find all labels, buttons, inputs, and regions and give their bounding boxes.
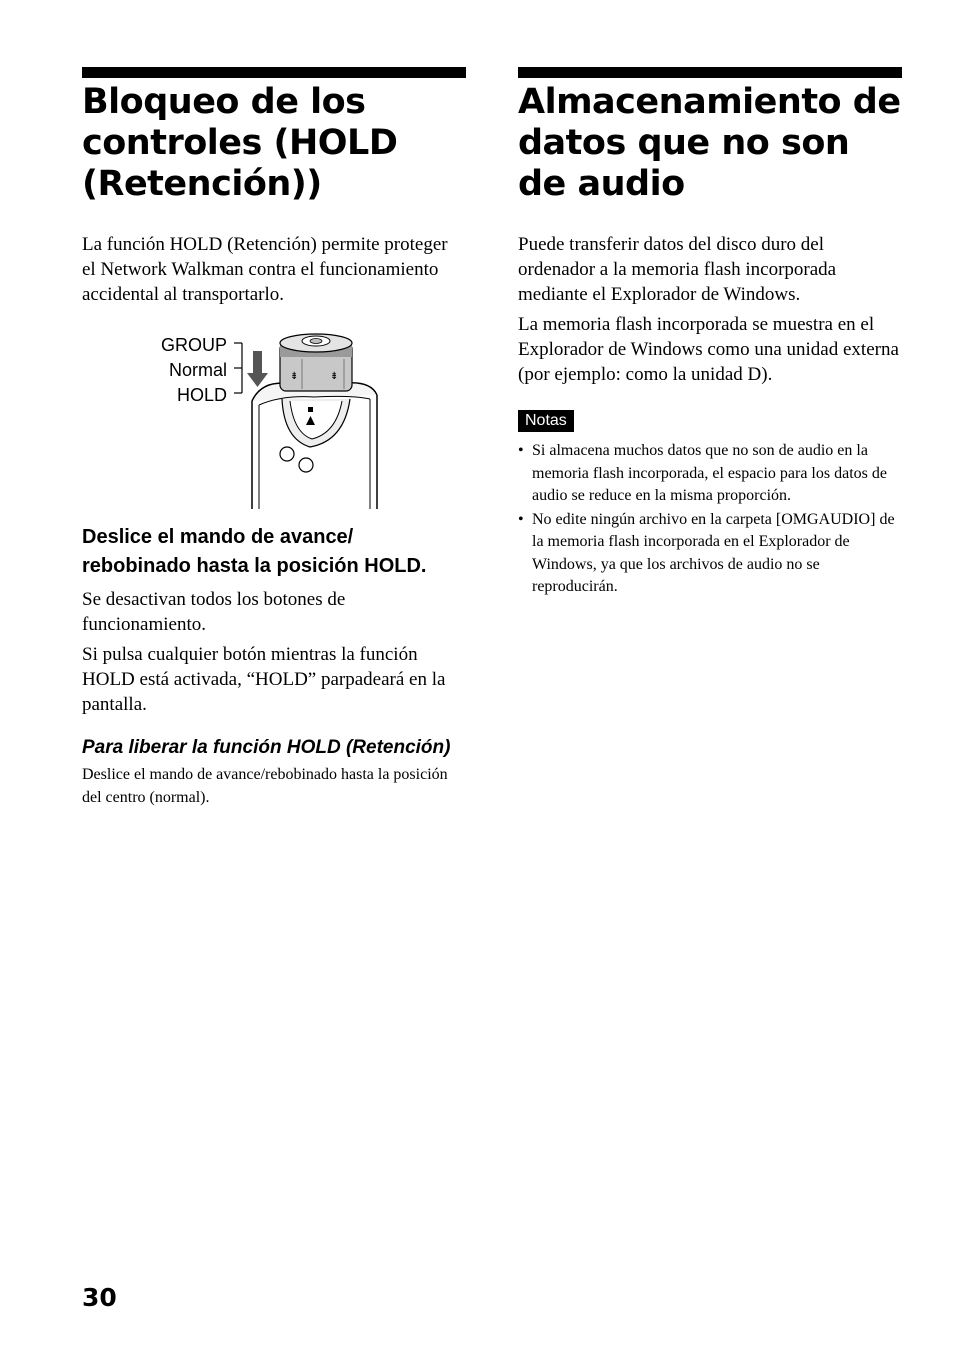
note-item: • Si almacena muchos datos que no son de audio en la memoria flash incorporada, el espacio para los datos de audio se reduce en la misma proporción. [518,440,902,508]
notes-badge: Notas [518,410,574,432]
section-title-storage: Almacenamiento de datos que no son de audio [518,82,901,204]
step-text-2: Si pulsa cualquier botón mientras la función HOLD está activada, “HOLD” parpadeará en la pantalla. [82,644,446,715]
svg-text:⇟: ⇟ [330,371,339,382]
figure-label-group: GROUP [160,335,227,355]
storage-para-2: La memoria flash incorporada se muestra en el Explorador de Windows como una unidad externa (por ejemplo: como la unidad D). [518,314,899,385]
storage-para-1: Puede transferir datos del disco duro del ordenador a la memoria flash incorporada mediante el Explorador de Windows. [518,234,837,305]
figure-label-normal: Normal [168,360,227,380]
note-item: • No edite ningún archivo en la carpeta [OMGAUDIO] de la memoria flash incorporada en el Explorador de Windows, ya que los archivos de audio no se reproducirán. [518,509,902,599]
hold-switch-illustration [82,329,466,509]
release-hold-heading: Para liberar la función HOLD (Retención) [82,737,451,758]
walkman-device-icon [232,329,472,509]
notes-section [518,410,902,599]
release-hold-text: Deslice el mando de avance/rebobinado hasta la posición del centro (normal). [82,766,448,806]
title-rule [518,67,902,78]
title-rule [82,67,466,78]
slide-down-arrow-icon [247,351,268,387]
left-column [82,67,466,809]
hold-intro-text: La función HOLD (Retención) permite proteger el Network Walkman contra el funcionamiento accidental al transportarlo. [82,234,448,305]
step-text-1: Se desactivan todos los botones de funcionamiento. [82,589,346,635]
figure-label-hold: HOLD [176,385,227,405]
svg-text:⇟: ⇟ [290,371,299,382]
right-column [518,67,902,600]
section-title-hold: Bloqueo de los controles (HOLD (Retención)) [82,82,398,204]
page-number: 30 [82,1283,117,1312]
notes-list [518,440,902,599]
step-heading: Deslice el mando de avance/ rebobinado hasta la posición HOLD. [82,526,427,577]
